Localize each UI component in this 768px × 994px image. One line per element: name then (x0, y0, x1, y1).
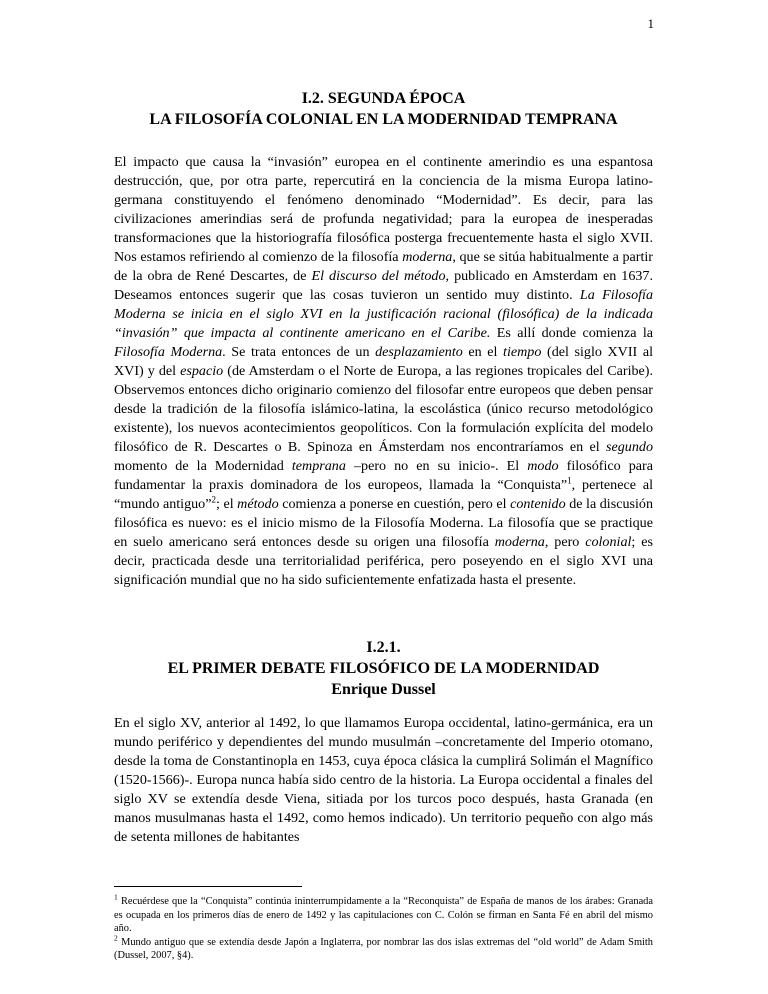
chapter-title-line-1: I.2. SEGUNDA ÉPOCA (301, 90, 466, 107)
section-title: EL PRIMER DEBATE FILOSÓFICO DE LA MODERNIDAD (167, 660, 600, 677)
footnote-1 (114, 892, 653, 936)
footnotes (114, 886, 653, 963)
italic-run: espacio (180, 363, 224, 379)
footnote-number: 1 (114, 892, 118, 902)
italic-run: moderna (402, 249, 453, 265)
footnote-2 (114, 933, 653, 963)
page-number: 1 (647, 16, 654, 31)
text-run: –pero no en su inicio-. El (345, 458, 528, 474)
italic-run: La Filosofía Moderna se inicia en el siglo XVI en la justificación racional (filosófica) de la indicada “invasión” que impacta al continente americano en el Caribe. (114, 287, 653, 341)
text-run: filosófico para fundamentar la praxis dominadora de los europeos, llamada la “Conquista” (114, 458, 653, 493)
text-run: de la discusión filosófica es nuevo: es el inicio mismo de la Filosofía Moderna. La filosofía que se practique en suelo americano será entonces desde su origen una filosofía (114, 496, 653, 550)
text-run: en el (462, 344, 504, 360)
italic-run: temprana (291, 458, 346, 474)
text-run: ; es decir, practicada desde una territorialidad periférica, pero poseyendo en el siglo XVI una significación mundial que no ha sido suficientemente enfatizada hasta el presente. (114, 534, 653, 588)
body-paragraph: En el siglo XV, anterior al 1492, lo que llamamos Europa occidental, latino-germánica, era un mundo periférico y dependientes del mundo musulmán –concretamente del Imperio otomano, desde la toma de Constantinopla en 1453, cuya época clásica la cumplirá Solimán el Magnífico (1520-1566)-. Europa nunca había sido centro de la historia. La Europa occidental a finales del siglo XV se extendía desde Viena, sitiada por los turcos poco después, hasta Granada (en manos musulmanas hasta el 1492, como hemos indicado). Un territorio pequeño con algo más de setenta millones de habitantes (114, 715, 653, 845)
footnote-divider (114, 886, 302, 887)
footnote-number: 2 (114, 933, 118, 943)
text-run: , que se sitúa habitualmente a partir de la obra de René Descartes, de (114, 249, 653, 284)
italic-run: El discurso del método (311, 268, 446, 284)
text-run: . Se trata entonces de un (222, 344, 376, 360)
footnote-text: Mundo antiguo que se extendía desde Japón a Inglaterra, por nombrar las dos islas extremas del “old world” de Adam Smith (Dussel, 2007, §4). (114, 936, 653, 961)
italic-run: modo (527, 458, 559, 474)
text-run: Es allí donde comienza la (490, 325, 654, 341)
section-heading (114, 637, 653, 700)
footnote-ref-2[interactable]: 2 (211, 494, 216, 505)
italic-run: desplazamiento (375, 344, 463, 360)
italic-run: tiempo (503, 344, 542, 360)
text-run: El impacto que causa la “invasión” europea en el continente amerindio es una espantosa destrucción, que, por otra parte, repercutirá en la conciencia de la misma Europa latino-germana constituyendo el fenómeno denominado “Modernidad”. Es decir, para las civilizaciones amerindias será de profunda negatividad; para la europea de inesperadas transformaciones que la historiografía filosófica posterga frecuentemente hasta el siglo XVII. Nos estamos refiriendo al comienzo de la filosofía (114, 154, 653, 265)
page-content (114, 88, 653, 847)
text-run: momento de la Modernidad (114, 458, 292, 474)
footnote-text: Recuérdese que la “Conquista” continúa ininterrumpidamente a la “Reconquista” de España de manos de los árabes: Granada es ocupada en los primeros días de enero de 1492 y las capitulaciones con C. Colón se firman en Santa Fé en abril del mismo año. (114, 896, 653, 934)
text-run: , pertenece al “mundo antiguo” (114, 477, 653, 512)
section-number: I.2.1. (366, 639, 401, 656)
text-run: , publicado en Amsterdam en 1637. Deseamos entonces sugerir que las cosas tuvieron un sentido muy distinto. (114, 268, 653, 303)
italic-run: moderna (494, 534, 545, 550)
italic-run: método (237, 496, 279, 512)
section-author: Enrique Dussel (331, 681, 436, 698)
italic-run: contenido (510, 496, 566, 512)
text-run: (del siglo XVII al XVI) y del (114, 344, 654, 379)
italic-run: colonial (585, 534, 632, 550)
italic-run: Filosofía Moderna (114, 344, 223, 360)
text-run: , pero (544, 534, 586, 550)
chapter-title-line-2: LA FILOSOFÍA COLONIAL EN LA MODERNIDAD TEMPRANA (149, 111, 618, 128)
text-run: (de Amsterdam o el Norte de Europa, a las regiones tropicales del Caribe). Observemos entonces dicho originario comienzo del filosofar entre europeos que deben pensar desde la tradición de la filosofía islámico-latina, la escolástica (único recurso metodológico existente), los nuevos acontecimientos geopolíticos. Con la formulación explícita del modelo filosófico de R. Descartes o B. Spinoza en Ámsterdam nos encontraríamos en el (114, 363, 653, 455)
text-run: comienza a ponerse en cuestión, pero el (278, 496, 511, 512)
footnote-ref-1[interactable]: 1 (567, 475, 572, 486)
text-run: ; el (215, 496, 238, 512)
chapter-title (114, 88, 653, 130)
italic-run: segundo (606, 439, 653, 455)
intro-paragraph (114, 153, 653, 590)
